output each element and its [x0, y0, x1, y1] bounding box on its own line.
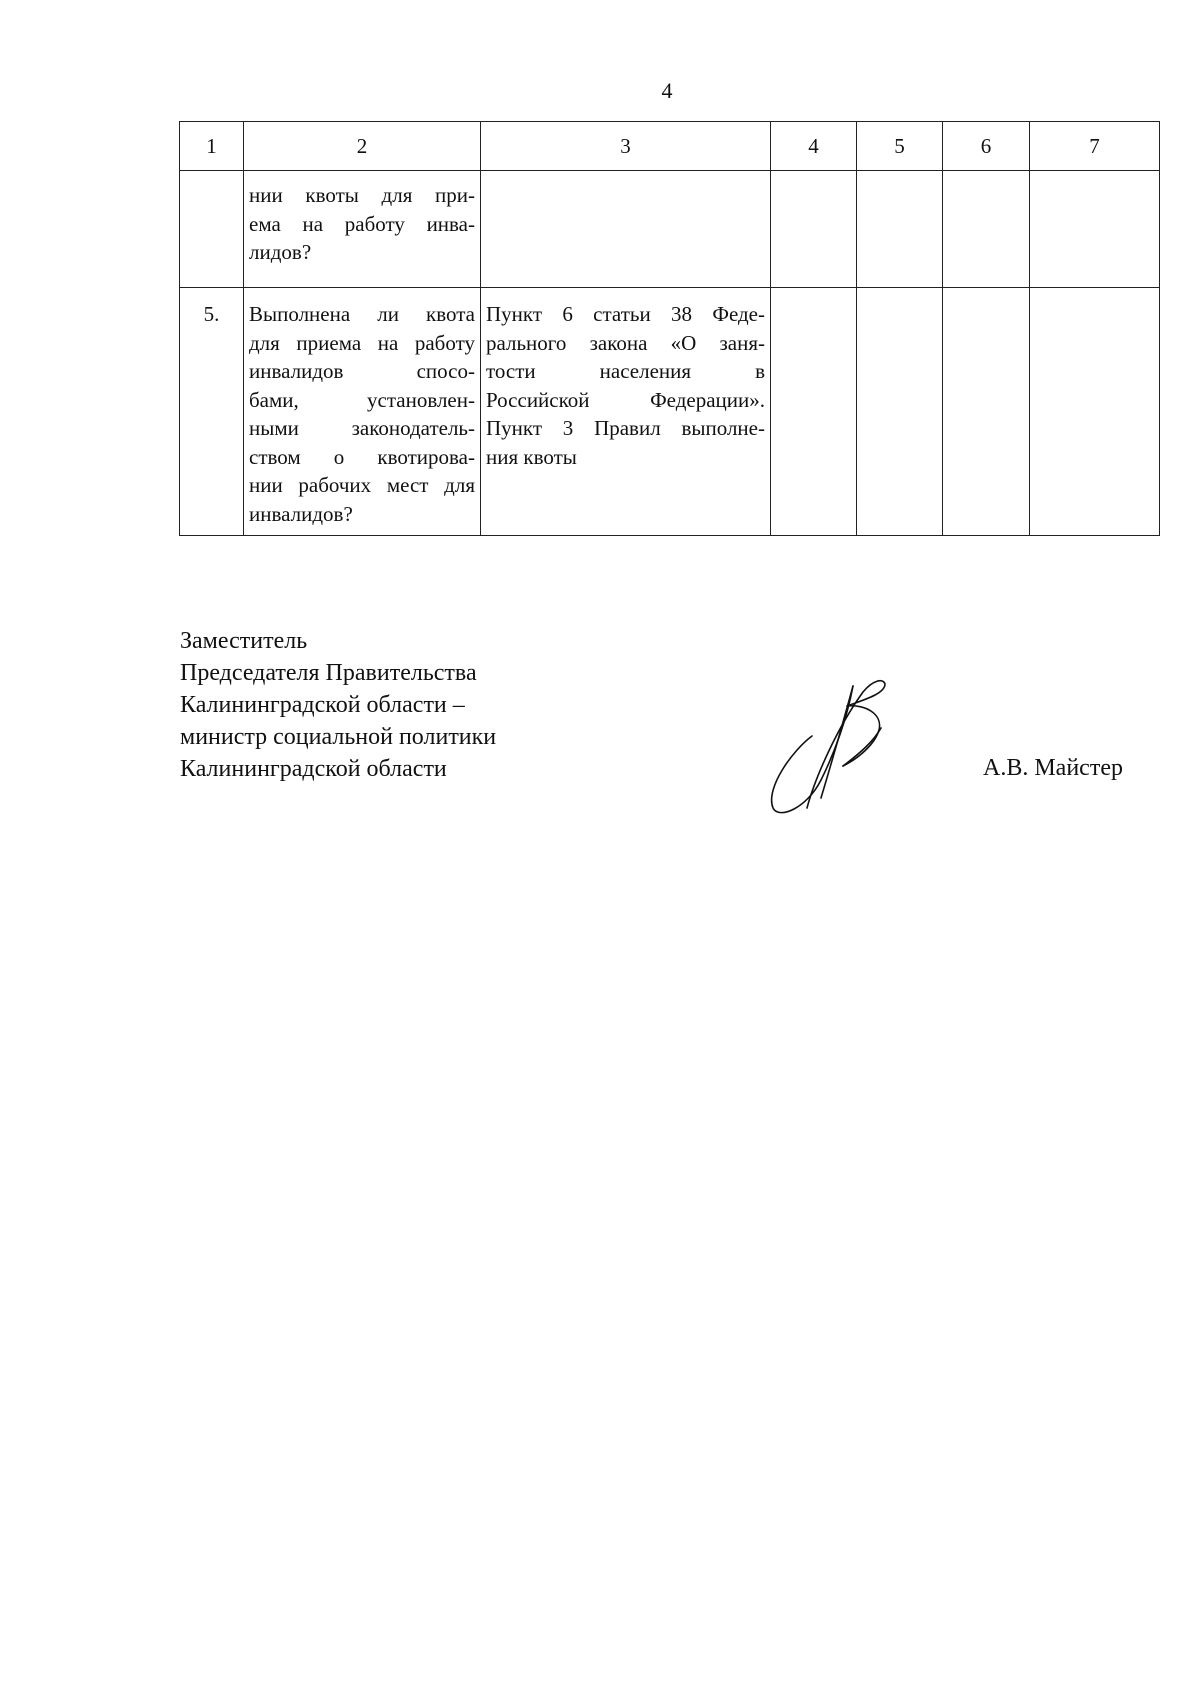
result-cell — [1030, 288, 1160, 536]
result-cell — [1030, 171, 1160, 288]
question-line: нии квоты для при- — [249, 183, 475, 207]
reference-line: Российской Федерации». — [486, 387, 765, 412]
question-line: Выполнена ли квота — [249, 302, 475, 326]
signatory-position — [180, 625, 496, 785]
question-line: ными законодатель- — [249, 416, 475, 440]
result-cell — [943, 288, 1030, 536]
table-row — [180, 171, 1160, 288]
result-cell — [771, 288, 857, 536]
question-line: ема на работу инва- — [249, 211, 475, 236]
row-number-cell — [180, 171, 244, 288]
column-header: 1 — [180, 122, 244, 171]
question-line: инвалидов? — [249, 501, 353, 526]
reference-line: Пункт 3 Правил выполне- — [486, 416, 765, 440]
reference-cell — [481, 171, 771, 288]
reference-line: тости населения в — [486, 359, 765, 383]
checklist-table — [179, 121, 1160, 536]
reference-line: Пункт 6 статьи 38 Феде- — [486, 302, 765, 326]
question-line: для приема на работу — [249, 330, 475, 355]
column-header: 3 — [481, 122, 771, 171]
position-line: министр социальной политики — [180, 724, 497, 750]
signatory-name: А.В. Майстер — [983, 755, 1123, 781]
position-line: Калининградской области – — [180, 692, 465, 718]
table-row — [180, 288, 1160, 536]
question-line: инвалидов спосо- — [249, 359, 475, 383]
page-number: 4 — [661, 78, 673, 103]
result-cell — [771, 171, 857, 288]
reference-line: ния квоты — [486, 444, 577, 469]
question-line: бами, установлен- — [249, 387, 475, 412]
result-cell — [857, 288, 943, 536]
reference-cell — [481, 288, 771, 536]
column-header: 2 — [244, 122, 481, 171]
question-line: ством о квотирова- — [249, 444, 475, 469]
question-line: нии рабочих мест для — [249, 473, 475, 497]
question-cell — [244, 171, 481, 288]
handwritten-signature — [755, 658, 915, 818]
position-line: Калининградской области — [180, 756, 447, 782]
row-number-cell: 5. — [180, 288, 244, 536]
column-header: 6 — [943, 122, 1030, 171]
result-cell — [857, 171, 943, 288]
table-header-row — [180, 122, 1160, 171]
column-header: 4 — [771, 122, 857, 171]
position-line: Заместитель — [180, 628, 308, 654]
result-cell — [943, 171, 1030, 288]
question-cell — [244, 288, 481, 536]
reference-line: рального закона «О заня- — [486, 330, 765, 355]
column-header: 5 — [857, 122, 943, 171]
question-line: лидов? — [249, 240, 312, 264]
position-line: Председателя Правительства — [180, 660, 477, 686]
column-header: 7 — [1030, 122, 1160, 171]
